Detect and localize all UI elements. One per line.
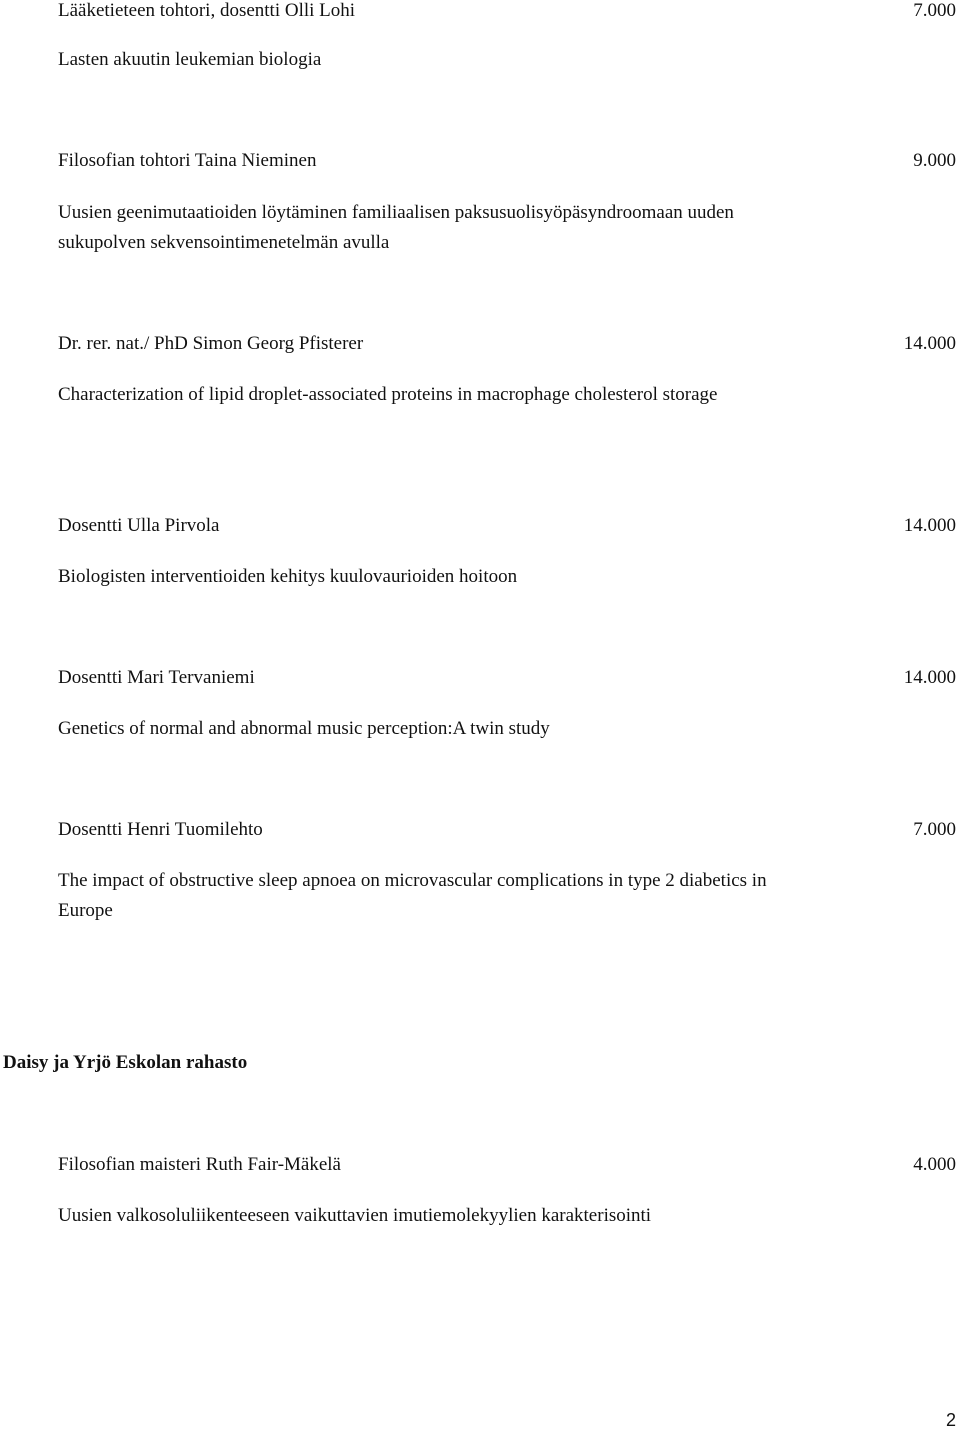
grant-amount: 14.000 [903,515,956,536]
grant-recipient: Lääketieteen tohtori, dosentti Olli Lohi [58,0,356,21]
grant-amount: 4.000 [913,1154,956,1175]
grant-title: Biologisten interventioiden kehitys kuulovaurioiden hoitoon [58,566,518,587]
fund-heading: Daisy ja Yrjö Eskolan rahasto [3,1052,248,1073]
grant-title: Lasten akuutin leukemian biologia [58,49,322,70]
grant-recipient: Filosofian maisteri Ruth Fair-Mäkelä [58,1154,341,1175]
grant-amount: 14.000 [903,333,956,354]
grant-title: Characterization of lipid droplet-associated proteins in macrophage cholesterol storage [58,384,718,405]
grant-title: Uusien valkosoluliikenteeseen vaikuttavien imutiemolekyylien karakterisointi [58,1205,652,1226]
grant-recipient: Dosentti Henri Tuomilehto [58,819,263,840]
grant-recipient: Filosofian tohtori Taina Nieminen [58,150,317,171]
grant-amount: 7.000 [913,0,956,21]
grant-title: The impact of obstructive sleep apnoea on microvascular complications in type 2 diabetics in Europe [58,870,767,921]
grant-recipient: Dosentti Ulla Pirvola [58,515,220,536]
grant-recipient: Dr. rer. nat./ PhD Simon Georg Pfisterer [58,333,364,354]
grant-amount: 14.000 [903,667,956,688]
page-number: 2 [945,1410,956,1430]
grant-title: Uusien geenimutaatioiden löytäminen familiaalisen paksusuolisyöpäsyndroomaan uuden sukupolven sekvensointimenetelmän avulla [58,202,734,253]
grant-recipient: Dosentti Mari Tervaniemi [58,667,255,688]
grant-amount: 7.000 [913,819,956,840]
grant-amount: 9.000 [913,150,956,171]
grant-title: Genetics of normal and abnormal music perception:A twin study [58,718,550,739]
